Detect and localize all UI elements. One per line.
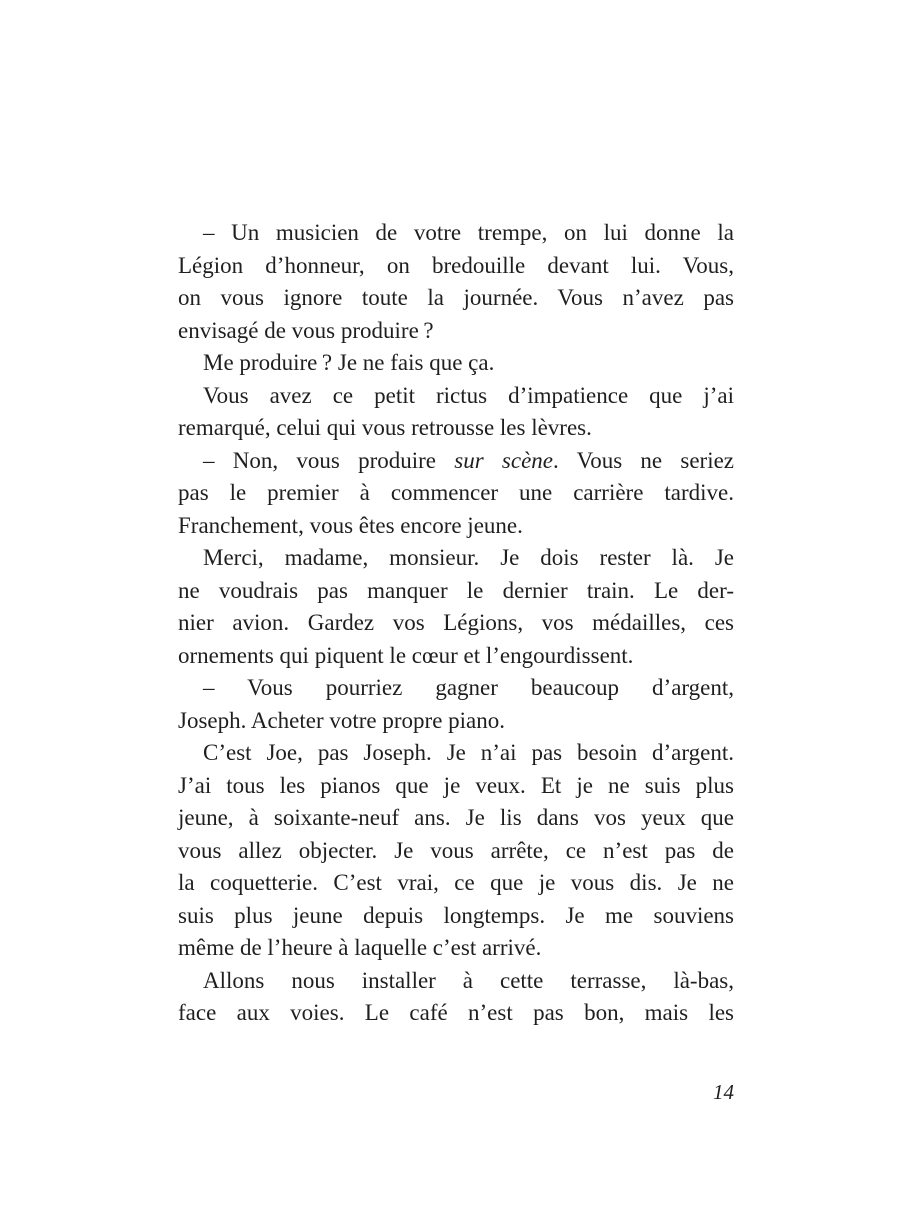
text-line: on vous ignore toute la journée. Vous n’avez pas [178, 285, 734, 310]
text-run: . Vous ne seriez [552, 447, 735, 473]
text-run: – Non, vous produire [203, 447, 455, 473]
text-line: ornements qui piquent le cœur et l’engourdissent. [178, 642, 634, 668]
text-line: C’est Joe, pas Joseph. Je n’ai pas besoin d’argent. [203, 740, 734, 765]
text-line: même de l’heure à laquelle c’est arrivé. [178, 935, 542, 960]
text-line: la coquetterie. C’est vrai, ce que je vous dis. Je ne [178, 870, 734, 895]
text-line: Légion d’honneur, on bredouille devant lui. Vous, [178, 252, 734, 278]
italic-phrase: sur scène [454, 447, 553, 473]
text-line: Franchement, vous êtes encore jeune. [178, 512, 523, 538]
text-line: Me produire ? Je ne fais que ça. [203, 350, 495, 375]
text-line: remarqué, celui qui vous retrousse les lèvres. [178, 415, 592, 440]
text-line: ne voudrais pas manquer le dernier train. Le der- [178, 577, 734, 603]
text-line: envisagé de vous produire ? [178, 317, 434, 343]
text-line: Merci, madame, monsieur. Je dois rester là. Je [203, 545, 734, 570]
text-line: vous allez objecter. Je vous arrête, ce n’est pas de [178, 837, 734, 863]
page-text [178, 217, 734, 1030]
text-line: face aux voies. Le café n’est pas bon, mais les [178, 1000, 734, 1025]
text-line: pas le premier à commencer une carrière tardive. [178, 480, 734, 505]
text-line: – Vous pourriez gagner beaucoup d’argent, [203, 675, 734, 700]
text-line: Vous avez ce petit rictus d’impatience que j’ai [203, 382, 734, 408]
text-line: J’ai tous les pianos que je veux. Et je ne suis plus [178, 772, 734, 798]
text-line [178, 445, 734, 478]
page-number: 14 [713, 1080, 734, 1104]
text-line: Allons nous installer à cette terrasse, là-bas, [203, 967, 734, 993]
text-line: – Un musicien de votre trempe, on lui donne la [203, 220, 734, 245]
text-line: suis plus jeune depuis longtemps. Je me souviens [178, 902, 734, 928]
text-line: nier avion. Gardez vos Légions, vos médailles, ces [178, 610, 734, 635]
text-line: jeune, à soixante-neuf ans. Je lis dans vos yeux que [178, 805, 734, 830]
text-line: Joseph. Acheter votre propre piano. [178, 707, 506, 733]
